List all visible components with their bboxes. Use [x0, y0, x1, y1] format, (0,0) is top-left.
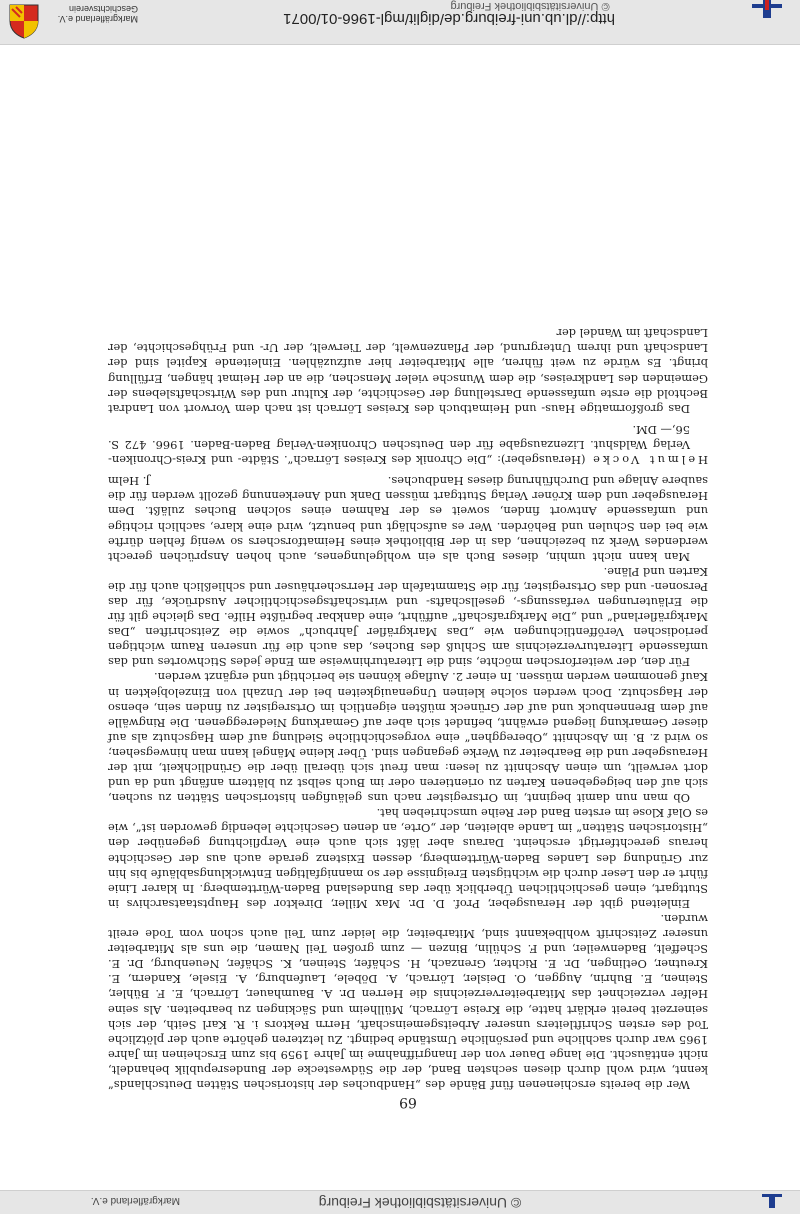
- paragraph-1: Wer die bereits erschienenen fünf Bände des „Handbuches der historischen Stätten Deutschlands“ kennt, wird wohl durch diesen sechsten Band, der die Südwestecke der Bundesrepublik behandelt, nicht enttäuscht. Die lange Dauer von der Inangriffnahme im Jahre 1959 bis zum Erscheinen im Jahre 1965 war durch sachliche und persönliche Umstände bedingt. Zu letzteren gehörte auch der plötzliche Tod des ersten Schriftleiters unserer Arbeitsgemeinschaft, Herrn Rektors i. R. Karl Seith, der sich seinerzeit bereit erklärt hatte, die Kreise Lörrach, Müllheim und Säckingen zu bearbeiten. Als seine Helfer verzeichnet das Mitarbeiterverzeichnis die Herren Dr. A. Baumhauer, Lörrach, E. F. Bühler, Steinen, E. Buhrin, Auggen, O. Deisler, Lörrach, A. Döbele, Laufenburg, A. Eisele, Kandern, E. Kreutner, Oetlingen, Dr. E. Richter, Grenzach, H. Schäfer, Steinen, K. Schäfer, Neuenburg, Dr. E. Scheffelt, Badenweiler, und F. Schülin, Binzen — zum großen Teil Namen, die uns als Mitarbeiter unserer Zeitschrift wohlbekannt sind, Mitarbeiter, die leider zum Teil auch schon vom Tode ereilt wurden.: [108, 911, 708, 1092]
- verein-label-bottom: Markgräflerland e.V.: [90, 1195, 180, 1206]
- ub-freiburg-mark-icon: [762, 1194, 782, 1208]
- bibliographic-entry: [108, 422, 708, 467]
- spacer: [108, 467, 708, 473]
- paragraph-2: Einleitend gibt der Herausgeber, Prof. D. Dr. Max Miller, Direktor des Hauptstaatsarchivs in Stuttgart, einen geschichtlichen Überblick über das Bundesland Baden-Württemberg. In klarer Linie führt er den Leser durch die wichtigsten Ereignisse der so mannigfaltigen Entwicklungsabläufe bis hin zur Gründung des Landes Baden-Württemberg, dessen Existenz gerade auch aus der Geschichte heraus gerechtfertigt erscheint. Daraus aber läßt sich auch eine Verpflichtung gegenüber den „Historischen Stätten“ im Lande ableiten, der „Orte, an denen Geschichte lebendig geworden ist“, wie es Olaf Klose im ersten Band der Reihe umschrieben hat.: [108, 806, 708, 911]
- permalink-url[interactable]: http://dl.ub.uni-freiburg.de/diglit/mgl-1966-01/0071: [283, 10, 615, 27]
- document-page: [108, 240, 708, 1110]
- coat-of-arms-icon: [8, 3, 40, 39]
- bibliographic-author: Helmut Vocke: [590, 453, 708, 468]
- page-number: 69: [399, 1094, 417, 1110]
- spacer: [108, 416, 708, 422]
- library-label-top: © Universitätsbibliothek Freiburg: [450, 0, 610, 12]
- paragraph-3: Ob man nun damit beginnt, im Ortsregister nach uns geläufigen historischen Stätten zu suchen, sich auf den beigegebenen Karten zu orientieren oder im Buch selbst zu blättern anfängt und da und dort verweilt, um einen Abschnitt zu lesen: man freut sich überall über die Gründlichkeit, mit der Herausgeber und die Bearbeiter zu Werke gegangen sind. Über kleine Mängel kann man hinwegsehen; so wird z. B. im Abschnitt „Oberegghen“ eine vorgeschichtliche Siedlung auf dem Hagschutz als auf dieser Gemarkung liegend erwähnt, befindet sich aber auf Gemarkung Niedereggenen. Die Ringwälle auf dem Brennenbuck und auf der Grüneck müßten eigentlich im Ortsregister zu finden sein, ebenso der Hagschutz. Doch werden solche kleinen Ungenauigkeiten bei der Unzahl von Einzelobjekten in Kauf genommen werden müssen. In einer 2. Auflage können sie berichtigt und ergänzt werden.: [108, 670, 708, 806]
- review-paragraph: Das großformatige Haus- und Heimatbuch des Kreises Lörrach ist nach dem Vorwort von Landrat Bechtold die erste umfassende Darstellung der Geschichte, der Kultur und des Wirtschaftslebens der Gemeinden des Landkreises, die dem Wunsche vieler Menschen, die an der Heimat hängen, Erfüllung bringt. Es würde zu weit führen, alle Mitarbeiter hier aufzuzählen. Einleitende Kapitel sind der Landschaft und ihrem Untergrund, der Pflanzenwelt, der Tierwelt, der Ur- und Frühgeschichte, der Landschaft im Wandel der: [108, 326, 708, 416]
- library-label-bottom: © Universitätsbibliothek Freiburg: [318, 1195, 522, 1211]
- paragraph-5: Man kann nicht umhin, dieses Buch als ein wohlgelungenes, auch hohen Ansprüchen gerecht werdendes Werk zu bezeichnen, das in der Bibliothek eines Heimatforschers so wenig fehlen dürfte wie bei den Schulen und Behörden. Wer es aufschlägt und benutzt, wird eine klare, sachlich richtige und umfassende Antwort finden, soweit es der Rahmen eines solchen Buches zuläßt. Dem Herausgeber und dem Kröner Verlag Stuttgart müssen Dank und Anerkennung gezollt werden für die saubere Anlage und Durchführung dieses Handbuches.: [108, 474, 708, 564]
- bibliographic-details: (Herausgeber): „Die Chronik des Kreises Lörrach“. Städte- und Kreis-Chroniken-Verlag Waldshut. Lizenzausgabe für den Deutschen Chroniken-Verlag Baden-Baden. 1966. 472 S. 56,— DM.: [108, 422, 690, 468]
- ub-freiburg-mark-icon: [752, 0, 782, 18]
- verein-label-top: Markgräflerland e.V. Geschichtsverein: [57, 4, 138, 24]
- review-signature: J. Helm: [108, 474, 151, 489]
- paragraph-4: Für den, der weiterforschen möchte, sind die Literaturhinweise am Ende jedes Stichwortes und das umfassende Literaturverzeichnis am Schluß des Buches, das auch die für unseren Raum wichtigen periodischen Veröffentlichungen wie „Das Markgräfler Jahrbuch“ sowie die Zeitschriften „Das Markgräflerland“ und „Die Markgrafschaft“ aufführt, eine dankbar begrüßte Hilfe. Das gleiche gilt für die Erläuterungen verfassungs-, gesellschafts- und wirtschaftsgeschichtlicher Ausdrücke, für das Personen- und das Ortsregister, für die Stammtafeln der Herrscherhäuser und schließlich auch für die Karten und Pläne.: [108, 564, 708, 670]
